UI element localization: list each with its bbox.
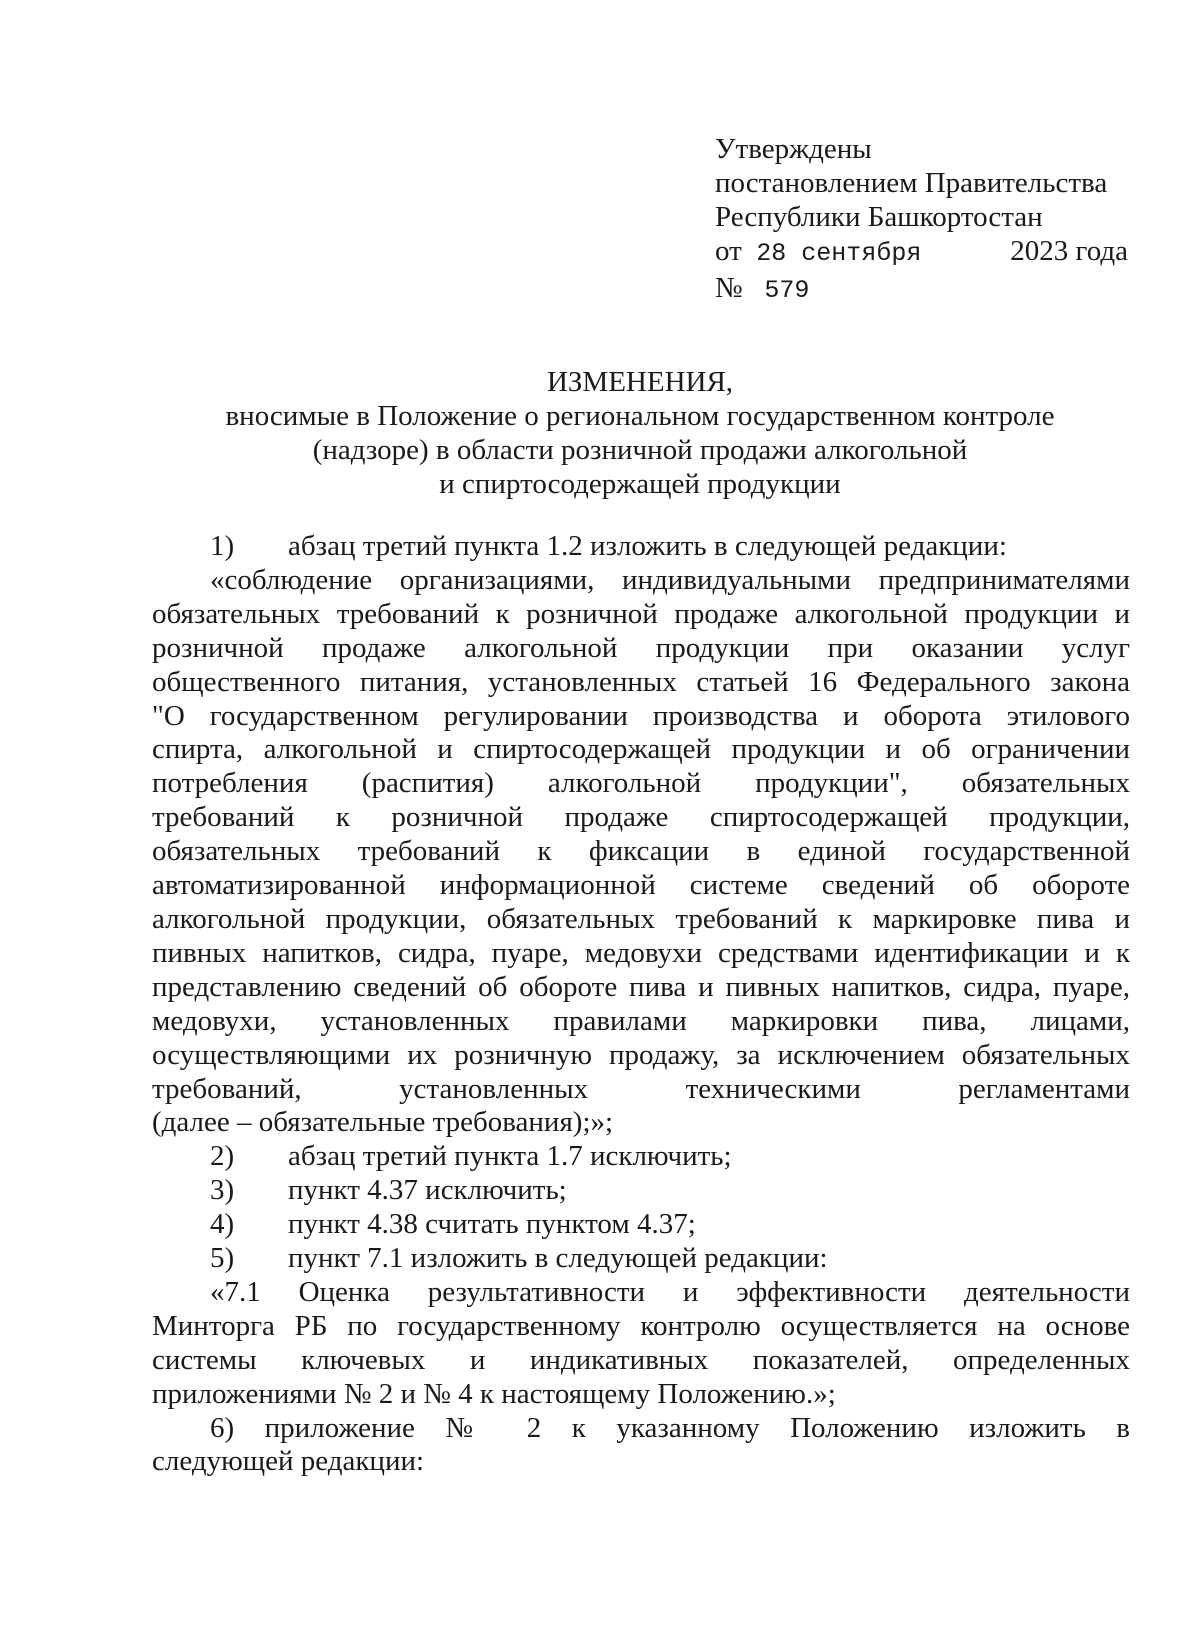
item-number: 1) <box>210 530 235 562</box>
item-number: 5) <box>210 1242 235 1275</box>
approval-number-prefix: № <box>715 272 743 304</box>
quote-1-line: требований к розничной продаже спиртосодержащей продукции, <box>152 801 1130 834</box>
approval-line-3: Республики Башкортостан <box>715 201 1043 233</box>
quote-1-line: «соблюдение организациями, индивидуальными предпринимателями <box>210 563 1130 596</box>
title-sub-2: (надзоре) в области розничной продажи алкогольной <box>312 434 968 466</box>
item-text: пункт 7.1 изложить в следующей редакции: <box>288 1242 828 1275</box>
quote-1-line: алкогольной продукции, обязательных требований к маркировке пива и <box>152 902 1130 935</box>
item-number: 3) <box>210 1174 235 1207</box>
approval-line-2: постановлением Правительства <box>715 167 1108 199</box>
quote-1-line: спирта, алкогольной и спиртосодержащей продукции и об ограничении <box>152 733 1130 766</box>
quote-5-line: приложениями № 2 и № 4 к настоящему Положению.»; <box>152 1377 836 1410</box>
item-number: 2) <box>210 1140 235 1173</box>
document-title <box>150 365 1130 501</box>
approval-date-prefix: от <box>715 235 742 267</box>
quote-1-line: автоматизированной информационной системе сведений об обороте <box>152 869 1130 902</box>
approval-date-year: 2023 года <box>1010 235 1128 267</box>
title-sub-1: вносимые в Положение о региональном государственном контроле <box>225 400 1055 432</box>
quote-1-line: требований, установленных техническими регламентами <box>152 1072 1130 1105</box>
quote-1-line: розничной продаже алкогольной продукции при оказании услуг <box>152 631 1130 664</box>
quote-1-line: обязательных требований к фиксации в единой государственной <box>152 835 1130 868</box>
list-item-5 <box>152 1242 1130 1276</box>
list-item-2 <box>152 1140 1130 1174</box>
quote-1-line: общественного питания, установленных статьей 16 Федерального закона <box>152 665 1130 698</box>
quote-1-line: обязательных требований к розничной продаже алкогольной продукции и <box>152 597 1130 630</box>
title-sub-3: и спиртосодержащей продукции <box>439 468 841 500</box>
approval-date <box>715 234 1128 271</box>
list-item-4 <box>152 1208 1130 1242</box>
document-body <box>152 530 1130 1479</box>
list-item-3 <box>152 1174 1130 1208</box>
item-number: 4) <box>210 1208 235 1241</box>
quote-1-line: "О государственном регулировании производства и оборота этилового <box>152 699 1130 732</box>
quote-5-line: системы ключевых и индикативных показателей, определенных <box>152 1343 1130 1376</box>
title-heading: ИЗМЕНЕНИЯ, <box>546 366 734 398</box>
quote-1-line: (далее – обязательные требования);»; <box>152 1106 614 1139</box>
approval-stamp-block <box>715 132 1135 308</box>
quote-1-line: потребления (распития) алкогольной продукции", обязательных <box>152 767 1130 800</box>
approval-line-1: Утверждены <box>715 133 872 165</box>
approval-number-value: 579 <box>764 276 810 305</box>
quote-1-line: осуществляющими их розничную продажу, за исключением обязательных <box>152 1038 1130 1071</box>
quote-5-line: Минторга РБ по государственному контролю осуществляется на основе <box>152 1309 1130 1342</box>
quote-1-line: медовухи, установленных правилами маркировки пива, лицами, <box>152 1004 1130 1037</box>
item-text: абзац третий пункта 1.2 изложить в следующей редакции: <box>288 530 1007 562</box>
quote-1-line: представлению сведений об обороте пива и пивных напитков, сидра, пуаре, <box>152 970 1130 1003</box>
approval-number <box>715 271 1135 308</box>
item-text: абзац третий пункта 1.7 исключить; <box>288 1140 732 1173</box>
item-text: пункт 4.37 исключить; <box>288 1174 567 1207</box>
quote-1-line: пивных напитков, сидра, пуаре, медовухи средствами идентификации и к <box>152 936 1130 969</box>
item-text: пункт 4.38 считать пунктом 4.37; <box>288 1208 696 1241</box>
list-item-6-cont: следующей редакции: <box>152 1445 425 1478</box>
list-item-1 <box>152 530 1130 564</box>
list-item-6: 6) приложение № 2 к указанному Положению изложить в <box>210 1411 1130 1444</box>
quote-5-line: «7.1 Оценка результативности и эффективности деятельности <box>210 1275 1130 1308</box>
approval-date-value: 28 сентября <box>756 239 922 268</box>
